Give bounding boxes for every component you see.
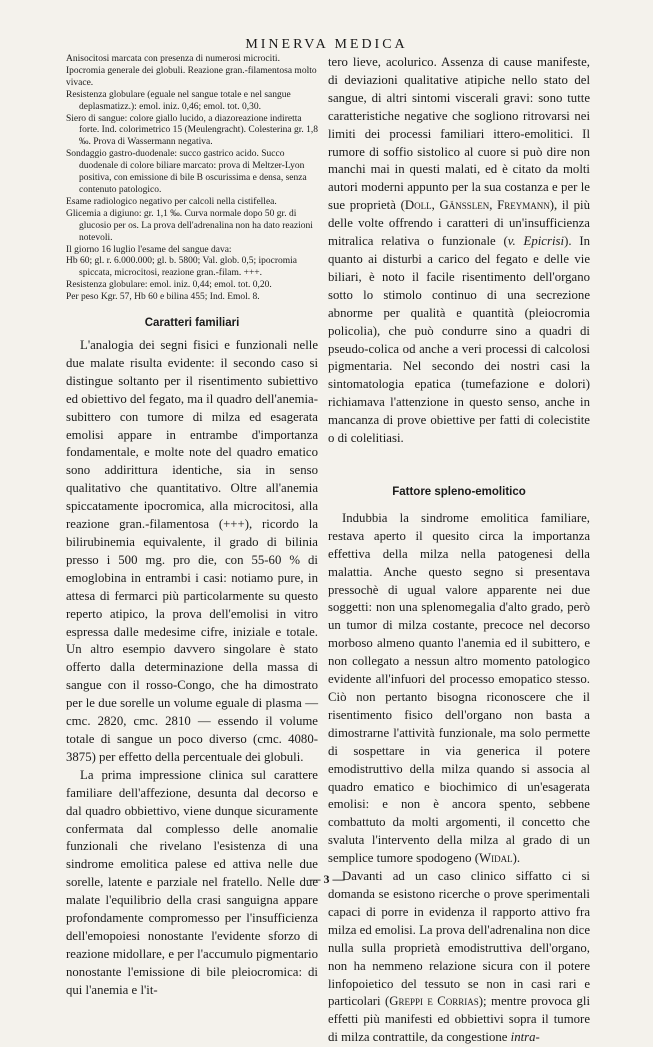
cross-reference: v. Epicrisi — [507, 234, 565, 249]
paragraph: Davanti ad un caso clinico siffatto ci si domanda se esistono ricerche o prove sperimentali capaci di porre in evidenza il rapporto attivo fra milza ed emolisi. La prova dell'adrenalina non dice nulla sulla proprietà emodistruttiva dell'organo, non ha nemmeno relazione sicura con il potere linfopoietico del tessuto se non in casi rari e particolari (Greppi e Corrias); mentre provoca gli effetti più manifesti ed obbiettivi sopra il tumore di milza contrattile, da congestione intra- — [328, 869, 591, 1045]
lab-note: Resistenza globulare (eguale nel sangue totale e nel sangue deplasmatizz.): emol. iniz. 0,46; emol. tot. 0,30. — [66, 89, 291, 112]
left-column — [66, 54, 318, 1000]
lab-note: Glicemia a digiuno: gr. 1,1 ‰. Curva normale dopo 50 gr. di glucosio per os. La prova dell'adrenalina non ha dato reazioni notevoli. — [66, 208, 313, 243]
lab-note: Il giorno 16 luglio l'esame del sangue dava: — [66, 244, 232, 255]
section-heading-fattore-spleno-emolitico: Fattore spleno-emolitico — [392, 485, 526, 498]
author-citation: Widal — [479, 851, 513, 866]
author-citation: Doll, Gänsslen, Freymann — [404, 198, 550, 213]
lab-note: Per peso Kgr. 57, Hb 60 e bilina 455; Ind. Emol. 8. — [66, 292, 260, 303]
right-column — [328, 54, 590, 1047]
paragraph: Indubbia la sindrome emolitica familiare, restava aperto il quesito circa la importanza effettiva della milza nella patogenesi della malattia. Anche questo segno si presentava pressochè di ugual valore apparente nei due soggetti: non una splenomegalia d'alto grado, però un tumor di milza costante, precoce nel decorso morboso almeno quanto l'anemia ed il subittero, e non collegato a nessun altro momento patologico evidente all'infuori del processo emopatico stesso. Ciò non pertanto bisogna riconoscere che il risentimento fisico dell'organo non basta a dimostrarne l'attività funzionale, ma solo permette di sospettare in via generica il potere emodistruttivo della milza quando si associa al quadro ematico e biochimico di un'esagerata emolisi: e non è ancora spento, sebbene combattuto da molti argomenti, il concetto che svaluta l'intervento della milza al grado di un semplice tumore spodogeno (Widal). — [328, 510, 590, 866]
lab-note: Resistenza globulare: emol. iniz. 0,44; emol. tot. 0,20. — [66, 280, 272, 291]
lab-note: Siero di sangue: colore giallo lucido, a diazoreazione indiretta forte. Ind. colorimetrico 15 (Meulengracht). Colesterina gr. 1,8 ‰. Prova di Wassermann negativa. — [66, 113, 319, 148]
lab-note: Sondaggio gastro-duodenale: succo gastrico acido. Succo duodenale di colore biliare marcato: prova di Meltzer-Lyon positiva, con emissione di bile B oscurissima e densa, senza contenuto patologico. — [66, 149, 307, 195]
running-header: MINERVA MEDICA — [245, 37, 408, 52]
paragraph: L'analogia dei segni fisici e funzionali nelle due malate risulta evidente: il secondo caso si distingue soltanto per il risentimento subiettivo ed obiettivo del fegato, ma il quadro dell'anemia-subittero con tumore di milza ed esagerata emolisi appare in entrambe d'importanza fondamentale, e molte note del quadro ematico sono addirittura identiche, sia in senso qualitativo che quantitativo. Oltre all'anemia spiccatamente ipocromica, alla microcitosi, alla reazione gran.-filamentosa (+++), ricordo la bilirubinemia equivalente, il grado di bilinia presso i 500 mg. pro die, con 55-60 % di emoglobina in entrambi i casi: notiamo pure, in attesa di fermarci più particolarmente su questo reperto atipico, la prova dell'emolisi in vitro espressa dalle medesime cifre, iniziale e totale. Un altro esempio davvero singolare è stato offerto dalla determinazione della massa di sangue con il rosso-Congo, che ha dimostrato per le due sorelle un volume eguale di plasma — cmc. 2820, cmc. 2810 — essendo il volume totale di sangue un poco diverso (cmc. 4080-3875) per effetto della percentuale dei globuli. — [66, 338, 318, 764]
lab-note: Esame radiologico negativo per calcoli nella cistifellea. — [66, 196, 277, 207]
section-heading-caratteri-familiari: Caratteri familiari — [144, 317, 240, 330]
author-citation: Greppi e Corrias — [389, 994, 479, 1009]
paragraph: tero lieve, acolurico. Assenza di cause manifeste, di deviazioni qualitative atipiche nello stato del sangue, di altri sintomi viscerali gravi: sono tutte caratteristiche negative che sogliono ritrovarsi nei limiti dei processi familiari ittero-emolitici. Il rumore di soffio sistolico al cuore si può dire non manchi mai in questi malati, ed è citato da molti autori moderni appunto per la sua costanza e per le sue proprietà (Doll, Gänsslen, Freymann), il più delle volte offrendo i caratteri di un'insufficienza mitralica relativa o funzionale (v. Epicrisi). In quanto ai disturbi a carico del fegato e delle vie biliari, è noto il facile risentimento dell'organo sotto lo stimolo continuo di una secrezione abnorme per qualità e quantità (pleiocromia policolia), che può condurre sino a quadri di pseudo-colica od anche a veri processi di calcolosi pigmentaria. Nel secondo dei nostri casi la sintomatologia epatica (tumefazione e dolori) richiamava l'attenzione in questo senso, anche in mancanza di prove obiettive per fatti di colecistite o di colelitiasi. — [328, 55, 590, 446]
lab-note: Anisocitosi marcata con presenza di numerosi microciti. Ipocromia generale dei globuli. Reazione gran.-filamentosa molto vivace. — [66, 54, 317, 88]
page-number: — 3 — — [308, 872, 345, 886]
paragraph: La prima impressione clinica sul carattere familiare dell'affezione, desunta dal decorso e dal quadro obbiettivo, viene dunque sicuramente confermata dal complesso delle anomalie funzionali che rivelano l'esistenza di una sindrome emolitica palese ed attiva nelle due sorelle, latente e parziale nel fratello. Nelle due malate l'equilibrio della crasi sanguigna appare profondamente compromesso per l'insufficienza dell'emopoiesi nonostante l'evidente sforzo di reazione midollare, e per l'accumulo pigmentario nonostante l'emissione di bile pleiocromica: di qui l'anemia e l'it- — [66, 767, 318, 997]
lab-note: Hb 60; gl. r. 6.000.000; gl. b. 5800; Val. glob. 0,5; ipocromia spiccata, microcitosi, reazione gran.-filam. +++. — [66, 256, 297, 279]
